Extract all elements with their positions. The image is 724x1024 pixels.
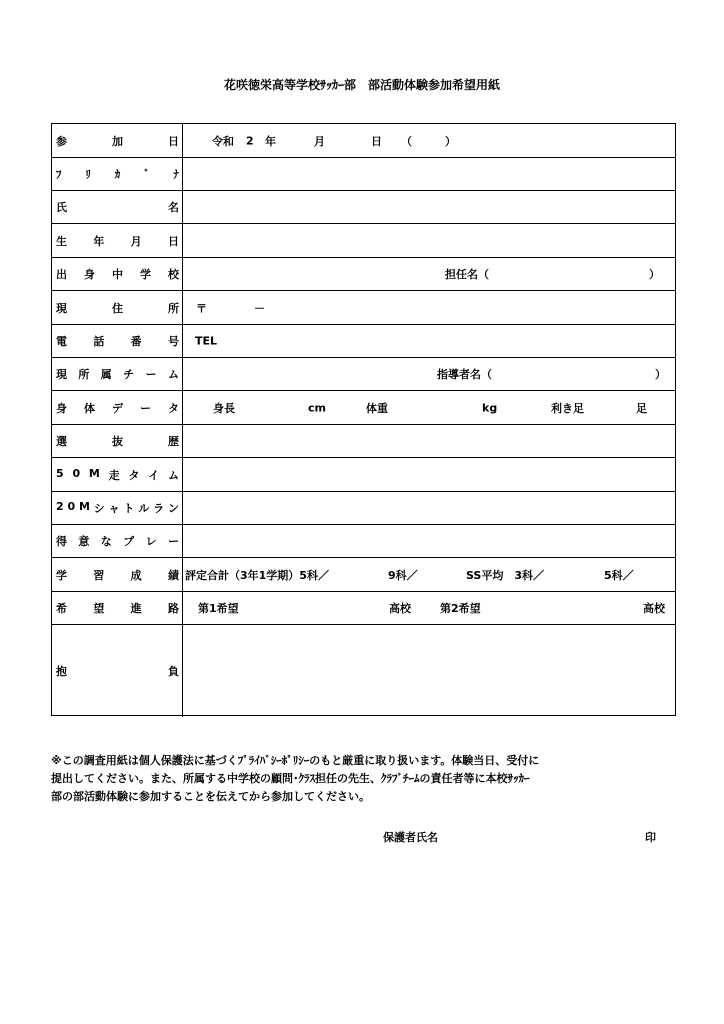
label-char: 希 (56, 602, 67, 615)
label-ambition (52, 625, 183, 717)
label-run50 (52, 458, 183, 491)
label-phone (52, 325, 183, 357)
label-char: 得 (56, 535, 67, 548)
label-text (56, 467, 179, 483)
label-char: 住 (112, 301, 123, 315)
label-char: 成 (130, 568, 142, 582)
label-char: 生 (56, 234, 67, 248)
label-char: M (88, 466, 100, 480)
label-char: 身 (56, 401, 67, 415)
body-data-field[interactable] (183, 391, 675, 424)
guardian-name-label: 保護者氏名 (383, 831, 438, 844)
label-char: ー (145, 368, 157, 381)
label-char: 現 (56, 368, 67, 381)
label-char: ー (167, 535, 179, 548)
month-text: 月 (314, 134, 325, 148)
first-choice-hs: 高校 (389, 602, 411, 615)
label-grades (52, 558, 183, 591)
label-char: 日 (167, 234, 179, 248)
note-line-1: ※この調査用紙は個人保護法に基づくﾌﾟﾗｲﾊﾞｼｰﾎﾟﾘｼｰのもと厳重に取り扱います。体験当日、受付に (51, 754, 540, 767)
row-selection (52, 424, 675, 457)
label-char: 進 (130, 602, 142, 615)
label-char: 0 (67, 500, 76, 513)
label-participation-date (52, 124, 183, 157)
grades-nine-text: 9科／ (388, 568, 418, 582)
label-name (52, 191, 183, 223)
label-char: 校 (168, 268, 179, 281)
label-char: プ (123, 535, 135, 548)
label-char: デ (112, 401, 123, 415)
weekday-paren: （ ） (401, 134, 456, 148)
label-char: ム (167, 368, 179, 381)
label-text (56, 166, 179, 182)
label-char: 所 (168, 301, 179, 315)
dominant-foot-label: 利き足 (551, 401, 584, 415)
label-char: 0 (72, 466, 81, 480)
application-form (51, 123, 676, 716)
ambition-field[interactable] (183, 625, 675, 717)
label-text (56, 600, 179, 616)
label-char: 望 (93, 602, 105, 615)
label-char: 番 (130, 335, 142, 348)
label-char: ラ (153, 502, 165, 515)
label-char: 所 (78, 368, 90, 381)
grades-eval-text: 評定合計（3年1学期）5科／ (185, 568, 329, 582)
run50-field[interactable] (183, 458, 675, 491)
selection-field[interactable] (183, 425, 675, 457)
label-char: イ (148, 468, 160, 482)
label-address (52, 291, 183, 324)
label-text (56, 400, 179, 416)
shuttle20-field[interactable] (183, 492, 675, 524)
label-current-team (52, 358, 183, 390)
row-ambition (52, 624, 675, 717)
label-char: タ (128, 468, 140, 482)
day-text: 日 (371, 134, 382, 148)
label-char: 現 (56, 301, 67, 315)
row-play (52, 524, 675, 557)
label-char: 走 (108, 468, 120, 482)
grades-five-text: 5科／ (604, 568, 634, 582)
coach-label: 指導者名（ (437, 368, 492, 381)
postal-mark: 〒 (196, 301, 207, 315)
label-text (56, 333, 179, 349)
label-char: 参 (56, 134, 67, 148)
row-body-data (52, 390, 675, 424)
seal-mark: 印 (645, 831, 656, 844)
label-char: 抱 (56, 665, 67, 678)
name-field[interactable] (183, 191, 675, 223)
nen-text: 年 (265, 134, 276, 148)
label-char: 号 (167, 335, 179, 348)
row-furigana (52, 157, 675, 190)
label-char: 路 (167, 602, 179, 615)
label-char: 績 (167, 568, 179, 582)
row-current-team (52, 357, 675, 390)
label-char: 年 (93, 234, 105, 248)
label-char: M (78, 500, 90, 513)
middle-school-field[interactable] (183, 258, 675, 290)
label-char: ト (123, 502, 135, 515)
label-char: 名 (168, 201, 179, 214)
label-char: ン (167, 502, 179, 515)
birthday-field[interactable] (183, 224, 675, 257)
second-choice-label: 第2希望 (440, 602, 481, 615)
label-birthday (52, 224, 183, 257)
label-char: ﾅ (173, 168, 179, 181)
label-char: 負 (168, 665, 179, 678)
label-text (56, 233, 179, 249)
row-participation-date (52, 124, 675, 157)
label-middle-school (52, 258, 183, 290)
homeroom-close: ） (649, 268, 660, 281)
current-team-field[interactable] (183, 358, 675, 390)
phone-field[interactable] (183, 325, 675, 357)
label-char: ム (167, 468, 179, 482)
row-run50 (52, 457, 675, 491)
label-char: ｶ (114, 168, 121, 181)
foot-unit: 足 (636, 401, 647, 415)
label-char: 日 (168, 134, 179, 148)
label-text (56, 366, 179, 382)
label-char: 加 (112, 134, 123, 148)
row-grades (52, 557, 675, 591)
label-text (56, 433, 179, 449)
label-text (56, 533, 179, 549)
cm-unit: cm (308, 401, 326, 414)
label-char: 出 (56, 268, 67, 281)
label-text (56, 199, 179, 215)
furigana-field[interactable] (183, 158, 675, 190)
grades-ss-text: SS平均 3科／ (466, 568, 545, 582)
label-text (56, 266, 179, 282)
address-field[interactable] (183, 291, 675, 324)
label-char: な (100, 535, 112, 548)
row-phone (52, 324, 675, 357)
row-address (52, 290, 675, 324)
label-char: 中 (112, 268, 123, 281)
label-char: シ (93, 502, 105, 515)
play-field[interactable] (183, 525, 675, 557)
label-body-data (52, 391, 183, 424)
label-char: 話 (93, 335, 105, 348)
postal-dash: － (254, 301, 265, 315)
note-line-3: 部の部活動体験に参加することを伝えてから参加してください。 (51, 790, 370, 803)
label-char: ル (138, 502, 150, 515)
kg-unit: kg (482, 401, 498, 414)
label-text (56, 500, 179, 516)
homeroom-teacher-label: 担任名（ (445, 268, 489, 281)
course-field[interactable] (183, 592, 675, 624)
label-char: レ (145, 535, 157, 548)
row-birthday (52, 223, 675, 257)
tel-text: TEL (195, 334, 218, 348)
label-char: 意 (78, 535, 90, 548)
era-text: 令和 (212, 134, 234, 148)
grades-field[interactable] (183, 558, 675, 591)
form-title: 花咲徳栄高等学校ｻｯｶｰ部 部活動体験参加希望用紙 (223, 78, 500, 92)
first-choice-label: 第1希望 (198, 602, 239, 615)
label-text (56, 300, 179, 316)
label-char: 氏 (56, 201, 67, 214)
label-char: ﾞ (144, 168, 150, 181)
label-char: 歴 (168, 435, 179, 448)
second-choice-hs: 高校 (643, 602, 665, 615)
label-char: ー (140, 401, 151, 415)
label-char: チ (123, 368, 135, 381)
label-char: タ (168, 401, 179, 415)
row-name (52, 190, 675, 223)
label-char: ャ (108, 502, 120, 515)
label-char: 学 (56, 568, 67, 582)
label-char: 学 (140, 268, 151, 281)
label-selection (52, 425, 183, 457)
label-char: 体 (84, 401, 95, 415)
label-char: 属 (100, 368, 112, 381)
label-text (56, 133, 179, 149)
label-char: 電 (56, 335, 67, 348)
row-middle-school (52, 257, 675, 290)
label-char: 身 (84, 268, 95, 281)
label-text (56, 663, 179, 679)
label-char: 5 (56, 466, 64, 480)
privacy-note (51, 752, 691, 806)
note-line-2: 提出してください。また、所属する中学校の顧問･ｸﾗｽ担任の先生、ｸﾗﾌﾞﾁｰﾑの責任者等に本校ｻｯｶｰ (51, 772, 530, 785)
participation-date-field[interactable] (183, 124, 675, 157)
year-text: 2 (246, 134, 254, 147)
label-play (52, 525, 183, 557)
label-char: 2 (56, 500, 64, 513)
label-char: 抜 (112, 435, 123, 448)
label-char: 月 (130, 234, 142, 248)
label-char: ﾘ (85, 168, 91, 181)
weight-label: 体重 (366, 401, 388, 415)
label-char: 選 (56, 435, 67, 448)
coach-close: ） (655, 368, 666, 381)
label-course (52, 592, 183, 624)
label-furigana (52, 158, 183, 190)
height-label: 身長 (213, 401, 235, 415)
row-course (52, 591, 675, 624)
label-char: 習 (93, 568, 105, 582)
label-text (56, 567, 179, 583)
label-shuttle20 (52, 492, 183, 524)
row-shuttle20 (52, 491, 675, 524)
label-char: ﾌ (56, 168, 62, 181)
